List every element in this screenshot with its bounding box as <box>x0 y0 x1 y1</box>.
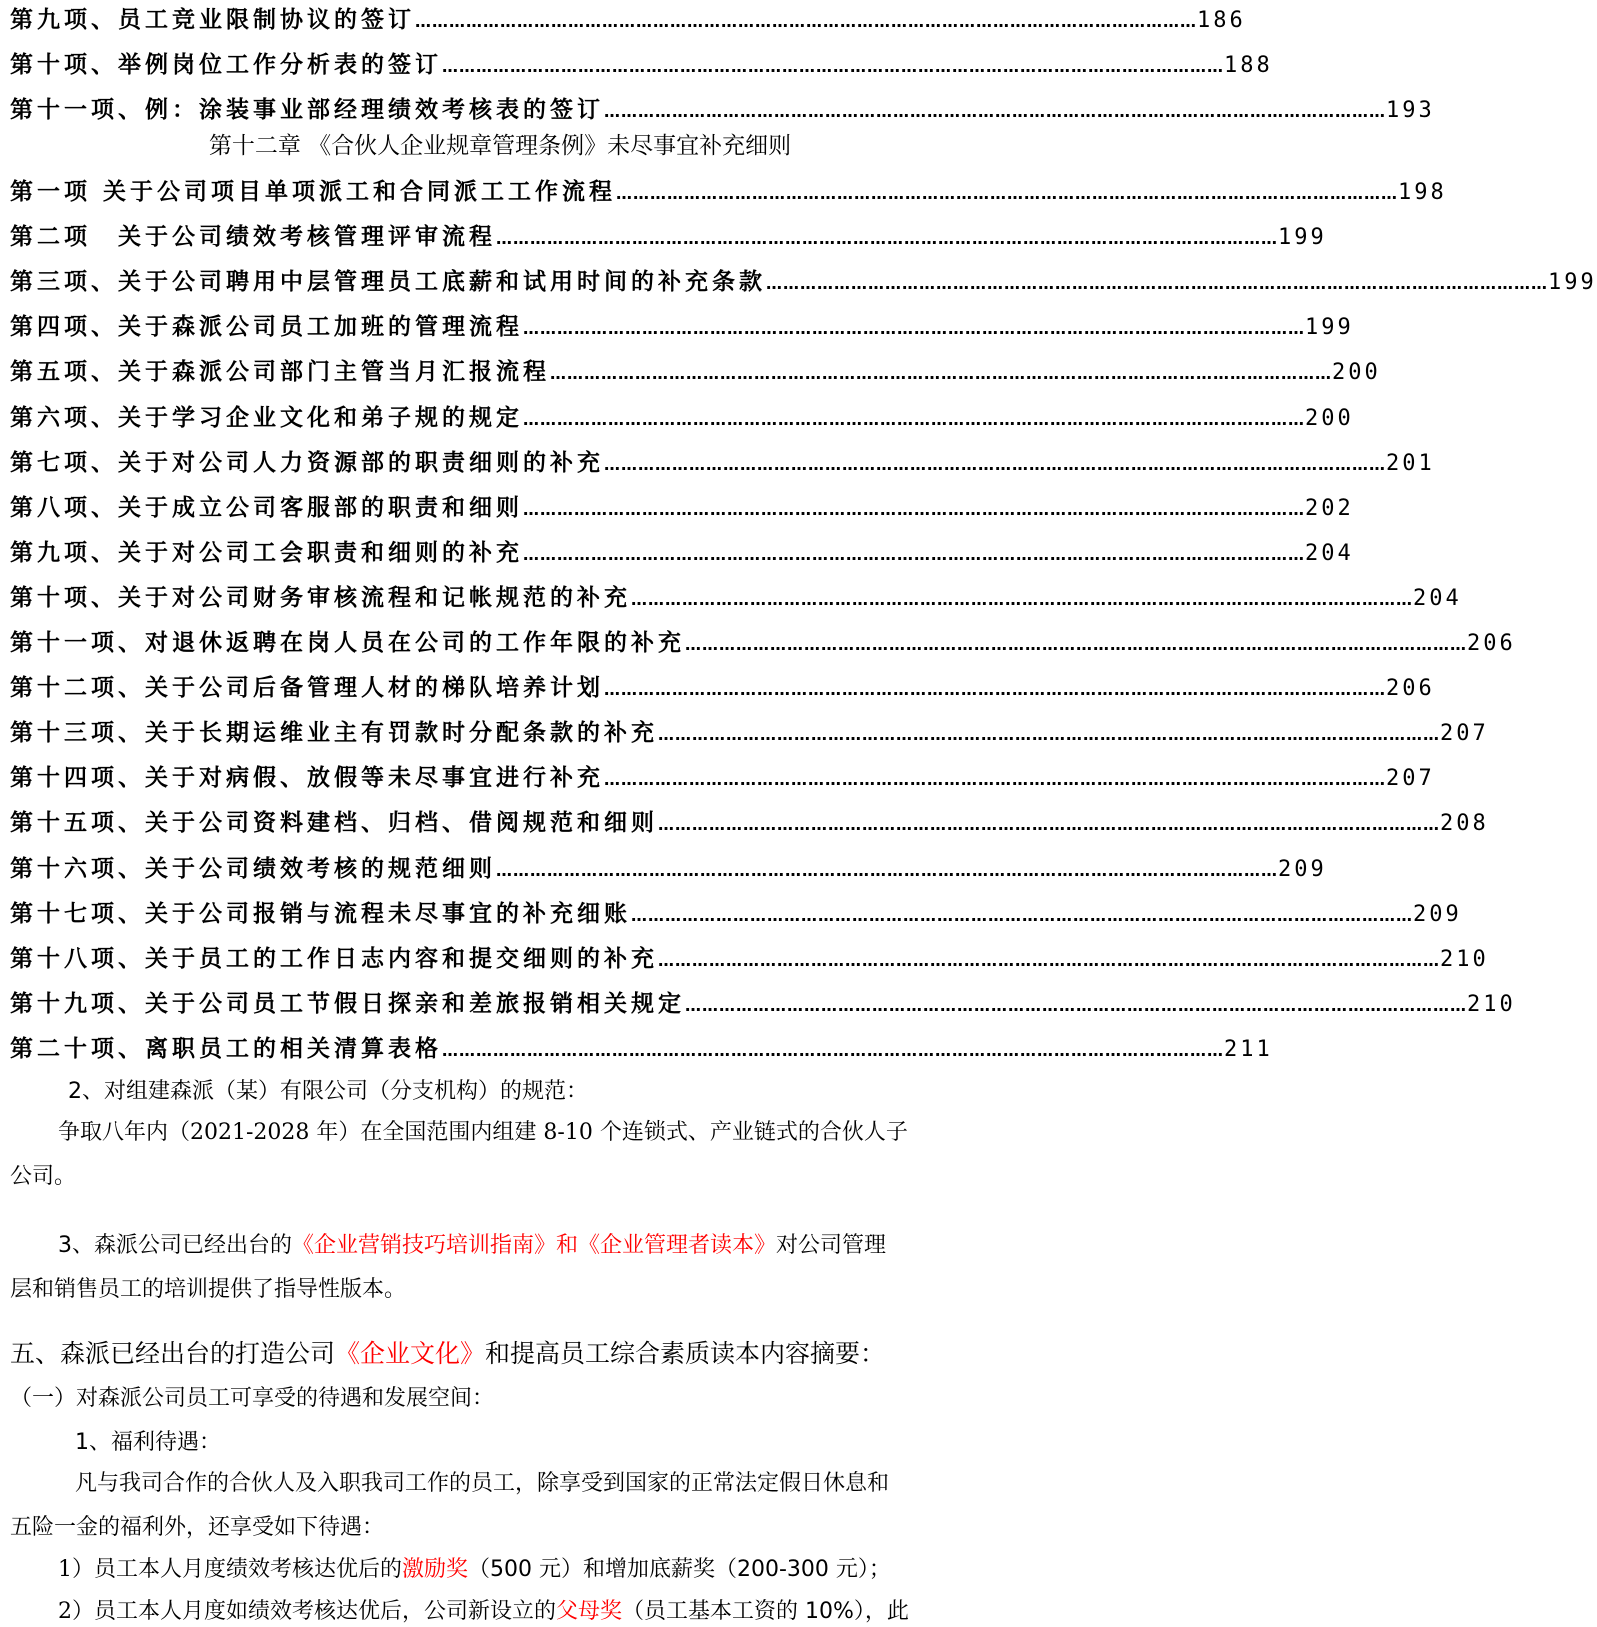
toc-page-number: 210 <box>1440 946 1489 972</box>
toc-leader-dots: ………………………………………………………………………………………………………………………… <box>685 995 1467 1015</box>
toc-page-number: 209 <box>1278 856 1327 882</box>
toc-leader-dots: ………………………………………………………………………………………………………………………… <box>685 635 1467 654</box>
toc-leader-dots: ………………………………………………………………………………………………………………………… <box>631 905 1413 925</box>
toc-leader-dots: ………………………………………………………………………………………………………………………… <box>415 12 1197 31</box>
toc-entry[interactable] <box>10 899 1462 929</box>
toc-leader-dots: ………………………………………………………………………………………………………………………… <box>496 229 1278 249</box>
toc-entry-label: 第十八项、关于员工的工作日志内容和提交细则的补充 <box>10 945 658 972</box>
toc-entry[interactable] <box>10 95 1435 125</box>
section-3-text-cont: 层和销售员工的培训提供了指导性版本。 <box>10 1277 407 1302</box>
toc-page-number: 201 <box>1386 450 1435 476</box>
toc-entry[interactable] <box>10 177 1447 207</box>
toc-leader-dots: ………………………………………………………………………………………………………………………… <box>523 544 1305 564</box>
toc-page-number: 210 <box>1467 991 1516 1017</box>
benefits-paragraph: 凡与我司合作的合伙人及入职我司工作的员工，除享受到国家的正常法定假日休息和 <box>75 1471 890 1496</box>
toc-leader-dots: ………………………………………………………………………………………………………………………… <box>766 274 1548 294</box>
toc-entry[interactable] <box>10 718 1489 748</box>
toc-entry-label: 第九项、关于对公司工会职责和细则的补充 <box>10 539 523 566</box>
benefits-paragraph-cont: 五险一金的福利外，还享受如下待遇： <box>10 1515 385 1540</box>
toc-leader-dots: ………………………………………………………………………………………………………………………… <box>658 815 1440 835</box>
toc-entry[interactable] <box>10 538 1354 568</box>
toc-entry-label: 第五项、关于森派公司部门主管当月汇报流程 <box>10 359 550 386</box>
text-run: 1）员工本人月度绩效考核达优后的 <box>58 1557 402 1582</box>
toc-entry[interactable] <box>10 628 1516 658</box>
toc-leader-dots: ………………………………………………………………………………………………………………………… <box>658 725 1440 745</box>
text-run: 2）员工本人月度如绩效考核达优后，公司新设立的 <box>58 1599 556 1624</box>
toc-leader-dots: ………………………………………………………………………………………………………………………… <box>442 1040 1224 1060</box>
toc-entry[interactable] <box>10 854 1327 884</box>
toc-entry-label: 第四项、关于森派公司员工加班的管理流程 <box>10 314 523 341</box>
toc-entry[interactable] <box>10 583 1462 613</box>
award-highlight: 父母奖 <box>556 1599 623 1624</box>
toc-entry-label: 第一项 关于公司项目单项派工和合同派工工作流程 <box>10 179 617 205</box>
toc-page-number: 200 <box>1305 405 1354 431</box>
toc-entry[interactable] <box>10 403 1354 433</box>
section-5-heading <box>10 1338 992 1370</box>
toc-page-number: 188 <box>1224 53 1273 78</box>
text-run: （员工基本工资的 10%），此 <box>622 1599 909 1624</box>
text-run: 和提高员工综合素质读本内容摘要： <box>485 1339 886 1368</box>
toc-entry-label: 第十项、举例岗位工作分析表的签订 <box>10 52 442 78</box>
toc-entry-label: 第八项、关于成立公司客服部的职责和细则 <box>10 494 523 521</box>
toc-entry[interactable] <box>10 312 1354 342</box>
toc-page-number: 207 <box>1440 721 1489 747</box>
toc-entry[interactable] <box>10 989 1516 1019</box>
award-highlight: 激励奖 <box>402 1557 469 1582</box>
toc-page-number: 207 <box>1386 766 1435 792</box>
toc-leader-dots: ………………………………………………………………………………………………………………………… <box>496 860 1278 880</box>
toc-leader-dots: ………………………………………………………………………………………………………………………… <box>604 454 1386 474</box>
text-run: 3、森派公司已经出台的 <box>58 1233 292 1258</box>
toc-page-number: 208 <box>1440 811 1489 837</box>
toc-page-number: 186 <box>1197 8 1246 33</box>
toc-page-number: 199 <box>1548 270 1597 296</box>
toc-entry-label: 第十七项、关于公司报销与流程未尽事宜的补充细账 <box>10 900 631 927</box>
toc-page-number: 193 <box>1386 98 1435 123</box>
book-title-highlight: 《企业文化》 <box>335 1339 486 1368</box>
toc-leader-dots: ………………………………………………………………………………………………………………………… <box>658 950 1440 970</box>
toc-entry[interactable] <box>10 50 1273 80</box>
toc-entry-label: 第九项、员工竞业限制协议的签订 <box>10 7 415 33</box>
toc-page-number: 211 <box>1224 1036 1273 1062</box>
benefit-item-1 <box>58 1555 992 1585</box>
toc-entry[interactable] <box>10 493 1354 523</box>
toc-page-number: 204 <box>1305 540 1354 566</box>
toc-page-number: 206 <box>1386 676 1435 702</box>
section-2-title: 2、对组建森派（某）有限公司（分支机构）的规范： <box>68 1079 588 1104</box>
text-run: 五、森派已经出台的打造公司 <box>10 1339 336 1368</box>
toc-entry-label: 第七项、关于对公司人力资源部的职责细则的补充 <box>10 449 604 476</box>
toc-leader-dots: ………………………………………………………………………………………………………………………… <box>616 184 1399 203</box>
toc-entry-label: 第十一项、对退休返聘在岗人员在公司的工作年限的补充 <box>10 630 685 656</box>
toc-entry[interactable] <box>10 267 1597 297</box>
toc-entry[interactable] <box>10 944 1489 974</box>
toc-page-number: 199 <box>1278 225 1327 251</box>
toc-leader-dots: ………………………………………………………………………………………………………………………… <box>523 499 1305 519</box>
toc-page-number: 206 <box>1467 631 1516 656</box>
toc-entry[interactable] <box>10 5 1246 35</box>
toc-entry[interactable] <box>10 673 1435 703</box>
toc-entry[interactable] <box>10 1034 1273 1064</box>
subsection-item-heading: 1、福利待遇： <box>75 1430 221 1455</box>
toc-entry-label: 第十二项、关于公司后备管理人材的梯队培养计划 <box>10 675 604 702</box>
toc-leader-dots: ………………………………………………………………………………………………………………………… <box>550 364 1332 384</box>
toc-leader-dots: ………………………………………………………………………………………………………………………… <box>442 57 1224 76</box>
toc-page-number: 198 <box>1398 180 1447 205</box>
toc-entry-label: 第十项、关于对公司财务审核流程和记帐规范的补充 <box>10 584 631 611</box>
section-2-text-cont: 公司。 <box>10 1164 77 1189</box>
benefit-item-2 <box>58 1597 992 1627</box>
toc-leader-dots: ………………………………………………………………………………………………………………………… <box>604 102 1386 121</box>
chapter-heading: 第十二章 《合伙人企业规章管理条例》未尽事宜补充细则 <box>208 133 792 159</box>
toc-entry[interactable] <box>10 808 1489 838</box>
toc-entry[interactable] <box>10 357 1381 387</box>
section-3-text <box>58 1231 992 1261</box>
toc-entry-label: 第十四项、关于对病假、放假等未尽事宜进行补充 <box>10 765 604 792</box>
text-run: （500 元）和增加底薪奖（200-300 元）； <box>468 1557 891 1582</box>
toc-entry[interactable] <box>10 222 1327 252</box>
toc-page-number: 209 <box>1413 901 1462 927</box>
toc-page-number: 202 <box>1305 495 1354 521</box>
text-run: 对公司管理 <box>776 1233 887 1258</box>
toc-page-number: 200 <box>1332 360 1381 386</box>
toc-entry-label: 第十九项、关于公司员工节假日探亲和差旅报销相关规定 <box>10 990 685 1017</box>
toc-entry-label: 第十五项、关于公司资料建档、归档、借阅规范和细则 <box>10 810 658 837</box>
toc-entry-label: 第六项、关于学习企业文化和弟子规的规定 <box>10 404 523 431</box>
subsection-heading: （一）对森派公司员工可享受的待遇和发展空间： <box>10 1386 495 1411</box>
toc-entry-label: 第十三项、关于长期运维业主有罚款时分配条款的补充 <box>10 720 658 747</box>
toc-leader-dots: ………………………………………………………………………………………………………………………… <box>523 409 1305 429</box>
toc-leader-dots: ………………………………………………………………………………………………………………………… <box>631 589 1413 609</box>
toc-leader-dots: ………………………………………………………………………………………………………………………… <box>604 770 1386 790</box>
toc-page-number: 199 <box>1305 315 1354 341</box>
toc-entry[interactable] <box>10 763 1435 793</box>
toc-leader-dots: ………………………………………………………………………………………………………………………… <box>604 680 1386 700</box>
toc-entry-label: 第十六项、关于公司绩效考核的规范细则 <box>10 855 496 882</box>
toc-entry-label: 第二项 关于公司绩效考核管理评审流程 <box>10 224 496 251</box>
book-title-highlight: 《企业营销技巧培训指南》和《企业管理者读本》 <box>292 1233 777 1258</box>
toc-entry[interactable] <box>10 448 1435 478</box>
section-2-text: 争取八年内（2021-2028 年）在全国范围内组建 8-10 个连锁式、产业链式的合伙人子 <box>58 1120 908 1145</box>
toc-entry-label: 第十一项、例：涂装事业部经理绩效考核表的签订 <box>10 97 604 123</box>
toc-page-number: 204 <box>1413 585 1462 611</box>
toc-entry-label: 第二十项、离职员工的相关清算表格 <box>10 1035 442 1062</box>
toc-entry-label: 第三项、关于公司聘用中层管理员工底薪和试用时间的补充条款 <box>10 269 766 296</box>
toc-leader-dots: ………………………………………………………………………………………………………………………… <box>523 319 1305 339</box>
